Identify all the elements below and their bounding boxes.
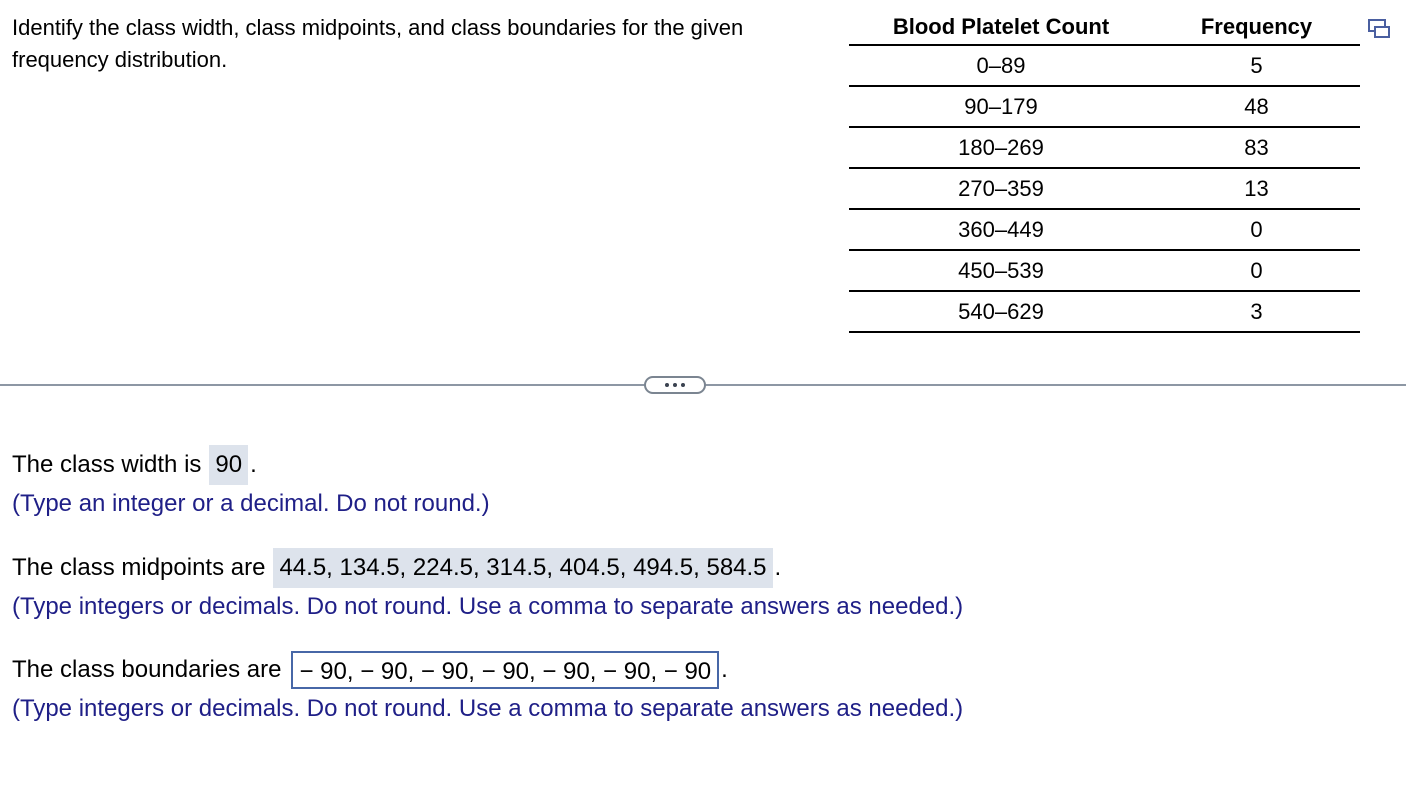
table-row — [849, 250, 1360, 291]
frequency-table — [849, 10, 1360, 333]
class-boundaries-input[interactable]: − 90, − 90, − 90, − 90, − 90, − 90, − 90 — [291, 651, 719, 689]
column-header-frequency: Frequency — [1153, 10, 1360, 45]
copy-table-button[interactable] — [1367, 18, 1391, 40]
frequency-cell: 13 — [1153, 168, 1360, 209]
class-range-cell: 0–89 — [849, 45, 1153, 86]
table-header-row — [849, 10, 1360, 45]
frequency-cell: 0 — [1153, 250, 1360, 291]
table-row — [849, 291, 1360, 332]
more-button[interactable] — [644, 376, 706, 394]
class-midpoints-prefix: The class midpoints are — [12, 554, 266, 581]
question-text: Identify the class width, class midpoints, and class boundaries for the given frequency distribution. — [12, 15, 744, 72]
frequency-cell: 83 — [1153, 127, 1360, 168]
frequency-cell: 5 — [1153, 45, 1360, 86]
class-range-cell: 270–359 — [849, 168, 1153, 209]
class-range-cell: 450–539 — [849, 250, 1153, 291]
frequency-cell: 3 — [1153, 291, 1360, 332]
ellipsis-icon — [665, 383, 685, 387]
class-width-answer[interactable]: 90 — [209, 445, 248, 485]
class-range-cell: 90–179 — [849, 86, 1153, 127]
class-width-prefix: The class width is — [12, 451, 202, 478]
class-midpoints-suffix: . — [774, 554, 782, 581]
class-midpoints-hint: (Type integers or decimals. Do not round. Use a comma to separate answers as needed.) — [12, 593, 964, 620]
table-row — [849, 45, 1360, 86]
copy-icon — [1367, 18, 1391, 40]
class-width-line — [12, 445, 257, 485]
table-row — [849, 168, 1360, 209]
class-width-hint: (Type an integer or a decimal. Do not round.) — [12, 490, 490, 517]
table-row — [849, 127, 1360, 168]
class-boundaries-prefix: The class boundaries are — [12, 656, 282, 683]
class-range-cell: 180–269 — [849, 127, 1153, 168]
table-row — [849, 86, 1360, 127]
table-row — [849, 209, 1360, 250]
class-range-cell: 360–449 — [849, 209, 1153, 250]
column-header-count: Blood Platelet Count — [849, 10, 1153, 45]
frequency-cell: 48 — [1153, 86, 1360, 127]
class-midpoints-line — [12, 548, 781, 588]
class-boundaries-suffix: . — [721, 656, 728, 683]
class-boundaries-line — [12, 650, 728, 690]
class-midpoints-answer[interactable]: 44.5, 134.5, 224.5, 314.5, 404.5, 494.5, 584.5 — [273, 548, 772, 588]
class-boundaries-hint: (Type integers or decimals. Do not round. Use a comma to separate answers as needed.) — [12, 695, 964, 722]
class-range-cell: 540–629 — [849, 291, 1153, 332]
frequency-cell: 0 — [1153, 209, 1360, 250]
class-width-suffix: . — [250, 451, 257, 478]
